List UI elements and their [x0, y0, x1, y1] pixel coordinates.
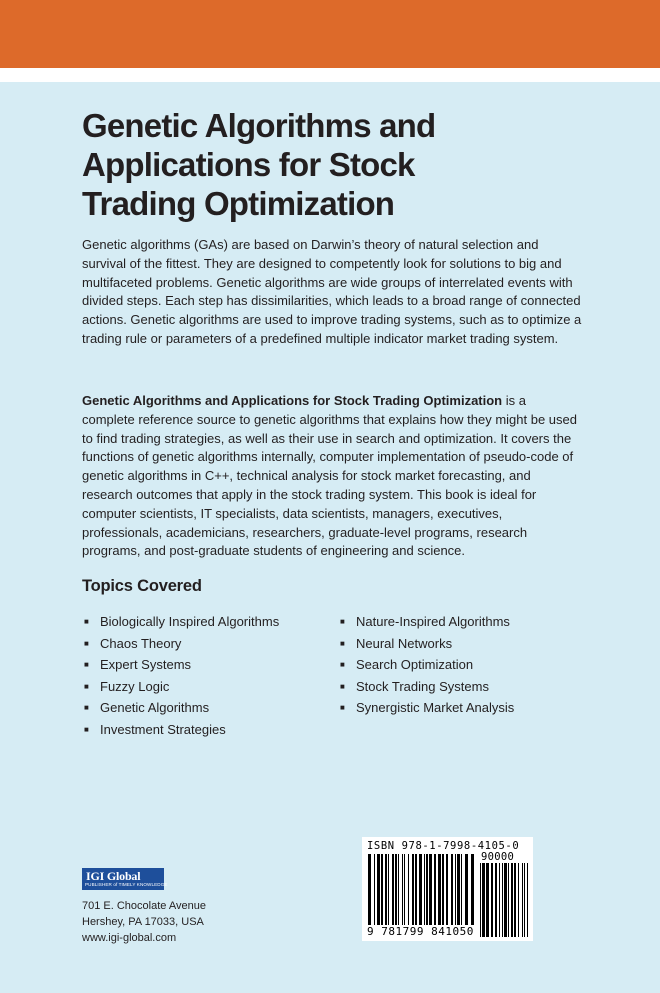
barcode-bar — [465, 854, 468, 930]
barcode-bars-main — [368, 854, 476, 930]
barcode-bar — [511, 863, 513, 937]
topic-label: Biologically Inspired Algorithms — [100, 614, 280, 629]
bullet-icon: ■ — [340, 638, 345, 648]
address-line-city: Hershey, PA 17033, USA — [82, 916, 204, 928]
topic-label: Neural Networks — [356, 635, 453, 651]
barcode-bar — [457, 854, 460, 930]
barcode-bar — [455, 854, 456, 930]
barcode-bars-addon — [480, 863, 528, 937]
title-line-1: Genetic Algorithms and — [82, 107, 436, 144]
topic-label: Investment Strategies — [100, 721, 226, 737]
barcode-bar — [502, 863, 503, 937]
barcode-bar — [495, 863, 497, 937]
topic-item — [340, 633, 514, 655]
topic-item — [84, 697, 279, 719]
logo-tagline: PUBLISHER of TIMELY KNOWLEDGE — [85, 882, 168, 887]
barcode-bar — [522, 863, 523, 937]
barcode-bar — [434, 854, 436, 930]
topic-label: Synergistic Market Analysis — [356, 700, 515, 716]
topic-label: Nature-Inspired Algorithms — [356, 614, 510, 629]
barcode-bar — [527, 863, 528, 937]
bullet-icon: ■ — [84, 724, 89, 734]
topics-list-right — [340, 611, 514, 719]
barcode-addon-number: 90000 — [481, 851, 515, 863]
barcode-bar — [491, 863, 493, 937]
topic-label: Genetic Algorithms — [100, 700, 210, 716]
barcode-bar — [415, 854, 417, 930]
book-title — [82, 106, 602, 223]
description-paragraph-2 — [82, 392, 582, 561]
barcode-bar — [412, 854, 414, 930]
barcode-bar — [442, 854, 444, 930]
topic-item — [84, 633, 279, 655]
topics-heading: Topics Covered — [82, 577, 202, 595]
bullet-icon: ■ — [84, 638, 89, 648]
barcode-bar — [429, 854, 432, 930]
barcode-bar — [392, 854, 394, 930]
barcode-bar — [408, 854, 409, 930]
isbn-label: ISBN 978-1-7998-4105-0 — [367, 840, 520, 852]
igi-global-logo — [82, 868, 168, 890]
topic-label: Search Optimization — [356, 657, 474, 673]
topic-item — [84, 719, 279, 741]
barcode-bar — [377, 854, 380, 930]
barcode-bar — [368, 854, 371, 930]
title-line-2: Applications for Stock — [82, 146, 415, 183]
barcode-bar — [402, 854, 403, 930]
barcode-bar — [499, 863, 500, 937]
barcode-digits: 9 781799 841050 — [367, 925, 474, 938]
topic-item — [340, 676, 514, 698]
bullet-icon: ■ — [84, 617, 89, 626]
topic-item — [84, 676, 279, 698]
barcode-bar — [446, 854, 448, 930]
paragraph-2-body: is a complete reference source to genetic algorithms that explains how they might be used to find trading strategies, as well as their use in search and optimization. It covers the functions of genetic algorithms internally, computer implementation of pseudo-code of genetic algorithms in C++, technical analysis for stock market forecasting, and research outcomes that apply in the stock trading system. This book is ideal for computer scientists, IT specialists, data scientists, managers, executives, professionals, academicians, researchers, graduate-level programs, research programs, and post-graduate students of engineering and science. — [82, 393, 577, 559]
barcode-bar — [486, 863, 489, 937]
top-orange-band — [0, 0, 660, 68]
white-divider-strip — [0, 68, 660, 82]
topic-label: Stock Trading Systems — [356, 678, 489, 694]
bullet-icon: ■ — [340, 681, 345, 691]
bullet-icon: ■ — [340, 703, 345, 713]
barcode-bar — [504, 863, 507, 937]
topic-item — [340, 654, 514, 676]
barcode-bar — [426, 854, 428, 930]
barcode-bar — [424, 854, 425, 930]
barcode-bar — [508, 863, 509, 937]
topic-item — [84, 654, 279, 676]
barcode-bar — [388, 854, 389, 930]
bullet-icon: ■ — [340, 617, 345, 626]
barcode-bar — [480, 863, 481, 937]
logo-wordmark: IGI Global — [86, 869, 141, 883]
barcode-bar — [524, 863, 525, 937]
address-line-street: 701 E. Chocolate Avenue — [82, 900, 206, 912]
barcode-bar — [438, 854, 441, 930]
bullet-icon: ■ — [84, 703, 89, 713]
barcode-bar — [398, 854, 399, 930]
isbn-barcode — [362, 837, 533, 941]
publisher-website: www.igi-global.com — [82, 932, 177, 944]
topic-label: Chaos Theory — [100, 635, 182, 651]
bullet-icon: ■ — [340, 660, 345, 670]
topics-list-left — [84, 611, 279, 741]
topic-item — [84, 611, 279, 633]
topic-label: Expert Systems — [100, 657, 192, 673]
bullet-icon: ■ — [84, 681, 89, 691]
publisher-address — [82, 898, 206, 946]
barcode-bar — [385, 854, 387, 930]
barcode-bar — [395, 854, 397, 930]
barcode-bar — [514, 863, 516, 937]
barcode-bar — [381, 854, 383, 930]
barcode-bar — [374, 854, 375, 930]
description-paragraph-1: Genetic algorithms (GAs) are based on Darwin’s theory of natural selection and survival of the fittest. They are designed to competently look for solutions to big and multifaceted problems. Genetic algorithms are wide groups of interrelated events with divided steps. Each step has dissimilarities, which leads to a broad range of connected actions. Genetic algorithms are used to improve trading systems, such as to optimize a trading rule or parameters of a predefined multiple indicator market trading system. — [82, 237, 582, 346]
title-line-3: Trading Optimization — [82, 185, 395, 222]
topic-label: Fuzzy Logic — [100, 678, 170, 694]
barcode-bar — [518, 863, 519, 937]
topic-item — [340, 697, 514, 719]
barcode-bar — [461, 854, 462, 930]
barcode-bar — [482, 863, 485, 937]
barcode-bar — [451, 854, 453, 930]
paragraph-2-book-title: Genetic Algorithms and Applications for Stock Trading Optimization — [82, 393, 503, 408]
barcode-bar — [404, 854, 405, 930]
barcode-bar — [471, 854, 474, 930]
topic-item — [340, 611, 514, 633]
bullet-icon: ■ — [84, 660, 89, 670]
barcode-bar — [419, 854, 422, 930]
